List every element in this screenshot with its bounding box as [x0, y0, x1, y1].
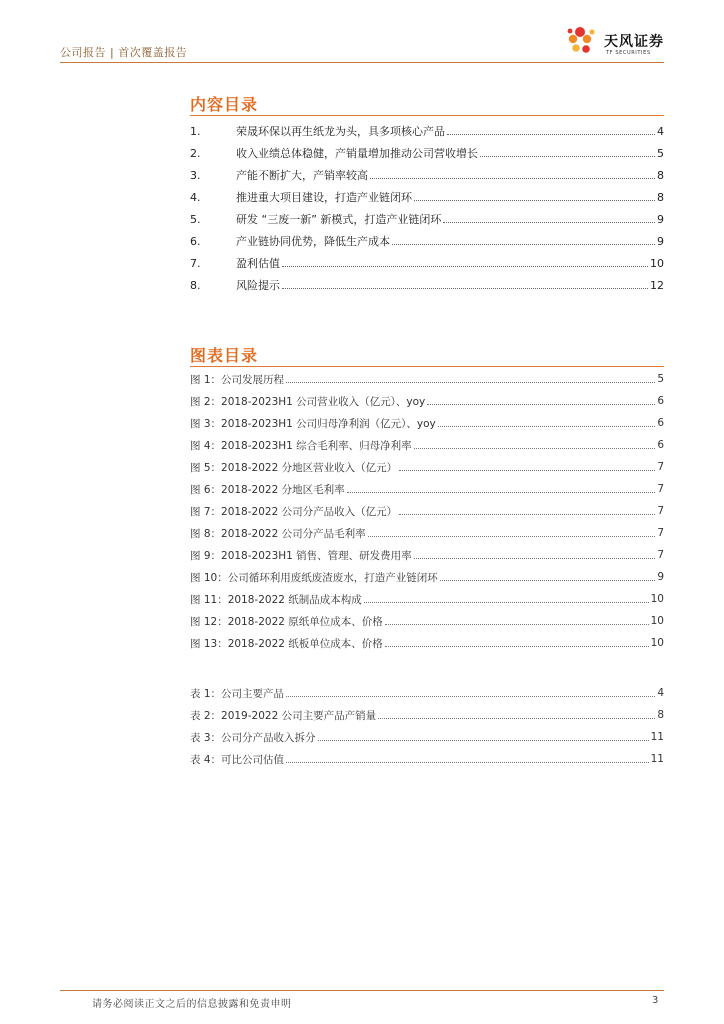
toc-entry-title: 风险提示: [236, 279, 280, 292]
dot-leader: [414, 558, 656, 559]
figure-entry-title: 图 2：2018-2023H1 公司营业收入（亿元）、yoy: [190, 395, 426, 408]
toc-entry[interactable]: [190, 142, 664, 164]
dot-leader: [282, 288, 648, 289]
figure-entry-page: 6: [657, 395, 664, 407]
figure-entry[interactable]: [190, 434, 664, 456]
figure-entry[interactable]: [190, 632, 664, 654]
figure-entry[interactable]: [190, 368, 664, 390]
figure-entry[interactable]: [190, 390, 664, 412]
figure-entry-page: 7: [657, 483, 664, 495]
figure-entry-title: 图 5：2018-2022 分地区营业收入（亿元）: [190, 461, 398, 474]
figure-entry[interactable]: [190, 610, 664, 632]
toc-entry[interactable]: [190, 230, 664, 252]
report-type: 公司报告: [60, 46, 106, 59]
toc-entry-page: 9: [657, 212, 664, 226]
dot-leader: [440, 580, 656, 581]
table-entry[interactable]: [190, 748, 664, 770]
table-entry-page: 11: [650, 731, 664, 743]
table-entry-page: 4: [657, 687, 664, 699]
toc-entry-title: 盈利估值: [236, 257, 280, 270]
toc-entry-page: 8: [657, 168, 664, 182]
breadcrumb: [60, 44, 187, 60]
figure-entry[interactable]: [190, 412, 664, 434]
figure-entry[interactable]: [190, 522, 664, 544]
figure-entry-page: 10: [650, 615, 664, 627]
toc-entry-number: 5.: [190, 212, 201, 226]
table-entry-title: 表 2：2019-2022 公司主要产品产销量: [190, 709, 377, 722]
dot-leader: [480, 156, 655, 157]
report-subtype: 首次覆盖报告: [118, 46, 188, 59]
toc-entry-page: 9: [657, 234, 664, 248]
figure-entry[interactable]: [190, 478, 664, 500]
figure-entry-title: 图 10：公司循环利用废纸废渣废水，打造产业链闭环: [190, 571, 438, 584]
toc-entry-number: 8.: [190, 278, 201, 292]
figure-entry-title: 图 11：2018-2022 纸制品成本构成: [190, 593, 362, 606]
figure-entry-page: 5: [657, 373, 664, 385]
toc-entry-number: 2.: [190, 146, 201, 160]
figure-entry-page: 10: [650, 593, 664, 605]
dot-leader: [282, 266, 648, 267]
toc-entry-page: 10: [650, 256, 664, 270]
table-entry-page: 11: [650, 753, 664, 765]
figure-entry-title: 图 7：2018-2022 公司分产品收入（亿元）: [190, 505, 398, 518]
toc-entry-title: 研发 “三废一新” 新模式，打造产业链闭环: [236, 213, 442, 226]
dot-leader: [414, 200, 655, 201]
figure-entry[interactable]: [190, 544, 664, 566]
dot-leader: [370, 178, 655, 179]
dot-leader: [414, 448, 656, 449]
figure-entry-title: 图 4：2018-2023H1 综合毛利率、归母净利率: [190, 439, 412, 452]
figure-entry[interactable]: [190, 566, 664, 588]
toc-entry-title: 推进重大项目建设，打造产业链闭环: [236, 191, 412, 204]
figure-entry-page: 7: [657, 527, 664, 539]
dot-leader: [286, 762, 649, 763]
toc-entry-page: 8: [657, 190, 664, 204]
dot-leader: [318, 740, 649, 741]
dot-leader: [392, 244, 655, 245]
figures-list: [190, 368, 664, 654]
figure-entry-page: 10: [650, 637, 664, 649]
figure-entry-title: 图 13：2018-2022 纸板单位成本、价格: [190, 637, 383, 650]
table-entry-page: 8: [657, 709, 664, 721]
page-number: 3: [652, 995, 659, 1006]
dot-leader: [347, 492, 656, 493]
dot-leader: [399, 470, 655, 471]
table-entry-title: 表 1：公司主要产品: [190, 687, 285, 700]
tables-list: [190, 682, 664, 770]
footer-divider: [60, 990, 664, 991]
dot-leader: [438, 426, 656, 427]
figure-entry-title: 图 8：2018-2022 公司分产品毛利率: [190, 527, 366, 540]
toc-entry[interactable]: [190, 208, 664, 230]
dot-leader: [286, 382, 655, 383]
figure-entry[interactable]: [190, 500, 664, 522]
toc-entry-number: 7.: [190, 256, 201, 270]
toc-entry[interactable]: [190, 186, 664, 208]
dot-leader: [447, 134, 655, 135]
figure-entry[interactable]: [190, 588, 664, 610]
table-entry[interactable]: [190, 704, 664, 726]
toc-entry[interactable]: [190, 274, 664, 296]
figure-entry-page: 7: [657, 461, 664, 473]
toc-entry[interactable]: [190, 164, 664, 186]
toc-entry[interactable]: [190, 252, 664, 274]
figure-entry-page: 7: [657, 505, 664, 517]
tf-securities-logo: [566, 23, 676, 61]
logo-name: 天风证券: [604, 34, 664, 50]
header-divider: [60, 62, 664, 63]
table-entry-title: 表 4：可比公司估值: [190, 753, 285, 766]
toc-entry-page: 12: [650, 278, 664, 292]
toc-entry[interactable]: [190, 120, 664, 142]
dot-leader: [427, 404, 655, 405]
figure-entry-title: 图 6：2018-2022 分地区毛利率: [190, 483, 345, 496]
breadcrumb-separator: |: [110, 46, 115, 59]
dot-leader: [385, 624, 649, 625]
figures-divider: [190, 366, 664, 367]
toc-entry-title: 产能不断扩大，产销率较高: [236, 169, 368, 182]
toc-entry-title: 产业链协同优势，降低生产成本: [236, 235, 390, 248]
dot-leader: [378, 718, 655, 719]
figure-entry-title: 图 9：2018-2023H1 销售、管理、研发费用率: [190, 549, 412, 562]
toc-entry-title: 收入业绩总体稳健，产销量增加推动公司营收增长: [236, 147, 478, 160]
contents-list: [190, 120, 664, 296]
figures-title: 图表目录: [190, 346, 259, 365]
toc-entry-number: 1.: [190, 124, 201, 138]
figure-entry-title: 图 12：2018-2022 原纸单位成本、价格: [190, 615, 383, 628]
figure-entry-page: 7: [657, 549, 664, 561]
dot-leader: [443, 222, 655, 223]
figure-entry[interactable]: [190, 456, 664, 478]
figure-entry-title: 图 1：公司发展历程: [190, 373, 285, 386]
figure-entry-title: 图 3：2018-2023H1 公司归母净利润（亿元）、yoy: [190, 417, 436, 430]
footer-disclaimer: 请务必阅读正文之后的信息披露和免责申明: [92, 999, 292, 1010]
figure-entry-page: 6: [657, 417, 664, 429]
figure-entry-page: 6: [657, 439, 664, 451]
table-entry[interactable]: [190, 682, 664, 704]
dot-leader: [385, 646, 649, 647]
table-entry[interactable]: [190, 726, 664, 748]
logo-subtitle: TF SECURITIES: [606, 50, 651, 56]
flower-logo-icon: [566, 23, 600, 59]
dot-leader: [399, 514, 655, 515]
toc-entry-number: 6.: [190, 234, 201, 248]
figure-entry-page: 9: [657, 571, 664, 583]
contents-title: 内容目录: [190, 95, 259, 114]
toc-entry-title: 荣晟环保以再生纸龙为头，具多项核心产品: [236, 125, 445, 138]
contents-divider: [190, 115, 664, 116]
toc-entry-number: 3.: [190, 168, 201, 182]
toc-entry-number: 4.: [190, 190, 201, 204]
table-entry-title: 表 3：公司分产品收入拆分: [190, 731, 316, 744]
toc-entry-page: 4: [657, 124, 664, 138]
dot-leader: [364, 602, 649, 603]
dot-leader: [368, 536, 656, 537]
toc-entry-page: 5: [657, 146, 664, 160]
dot-leader: [286, 696, 655, 697]
